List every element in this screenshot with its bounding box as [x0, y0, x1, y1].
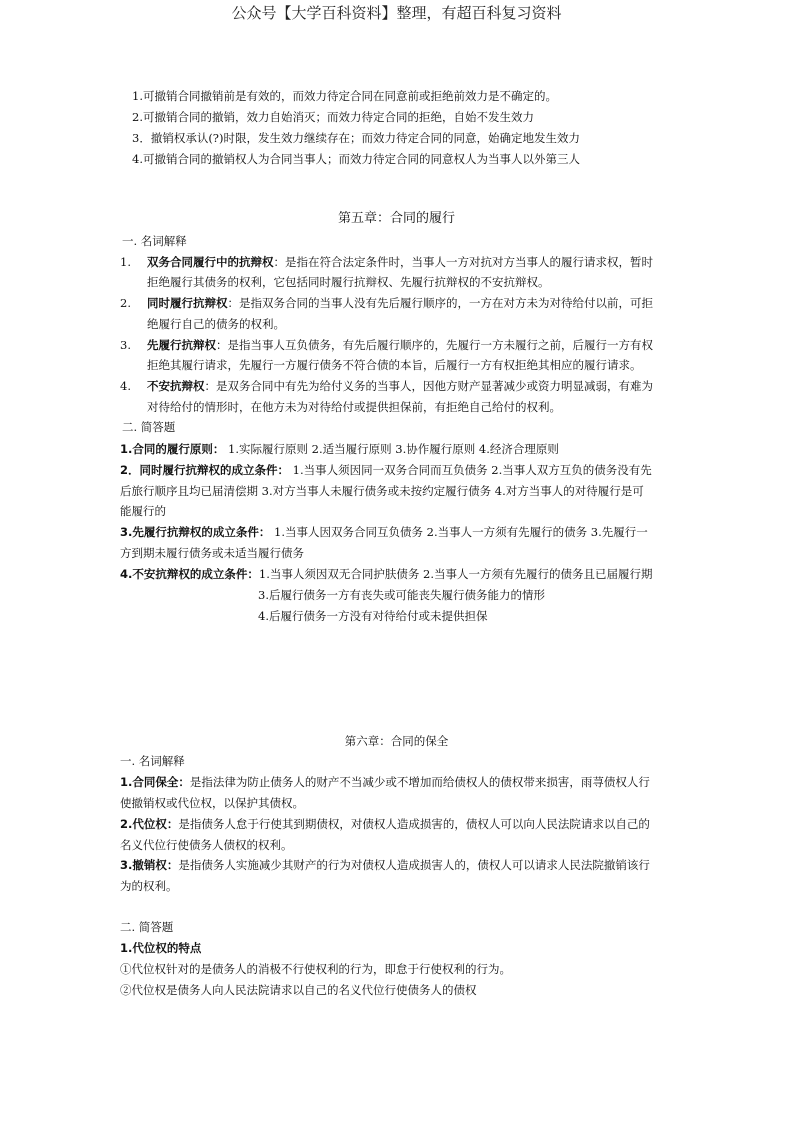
term-definition: 同时履行抗辩权：是指双务合同的当事人没有先后履行顺序的，一方在对方未为对待给付以前，可拒 — [147, 296, 653, 310]
term-name: 2.代位权： — [120, 817, 179, 831]
term-name: 不安抗辩权 — [147, 379, 205, 393]
term-definition: 不安抗辩权：是双务合同中有先为给付义务的当事人，因他方财产显著减少或资力明显减弱，有难为 — [147, 379, 653, 393]
answer-q4-cont: 4.后履行债务一方没有对待给付或未提供担保 — [258, 609, 488, 623]
section-heading: 二. 简答题 — [120, 920, 174, 934]
list-item: ①代位权针对的是债务人的消极不行使权利的行为，即怠于行使权利的行为。 — [120, 962, 511, 976]
term-definition-cont: 拒绝其履行请求，先履行一方履行债务不符合债的本旨，后履行一方有权拒绝其相应的履行请求。 — [147, 358, 642, 372]
answer-q1: 1.合同的履行原则： 1.实际履行原则 2.适当履行原则 3.协作履行原则 4.经济合理原则 — [120, 442, 559, 456]
list-item: ②代位权是债务人向人民法院请求以自己的名义代位行使债务人的债权 — [120, 983, 477, 997]
term-definition-cont: 名义代位行使债务人债权的权利。 — [120, 838, 293, 852]
term-name: 先履行抗辩权 — [147, 338, 216, 352]
answer-q2-cont: 后旅行顺序且均已届清偿期 3.对方当事人未履行债务或未按约定履行债务 4.对方当事人的对待履行是可 — [120, 484, 644, 498]
term-definition-cont: 拒绝履行其债务的权利，它包括同时履行抗辩权、先履行抗辩权的不安抗辩权。 — [147, 275, 550, 289]
page-header: 公众号【大学百科资料】整理，有超百科复习资料 — [231, 4, 562, 22]
list-item: 3．撤销权承认(?)时限，发生效力继续存在；而效力待定合同的同意，始确定地发生效力 — [132, 131, 580, 145]
term-definition: 1.合同保全：是指法律为防止债务人的财产不当减少或不增加而给债权人的债权带来损害，雨荨债权人行 — [120, 775, 650, 789]
term-name: 同时履行抗辩权 — [147, 296, 228, 310]
answer-q4: 4.不安抗辩权的成立条件：1.当事人须因双无合同护肤债务 2.当事人一方须有先履行的债务且已届履行期 — [120, 567, 653, 581]
answer-q3-cont: 方到期未履行债务或未适当履行债务 — [120, 546, 304, 560]
term-definition: 双务合同履行中的抗辩权：是指在符合法定条件时，当事人一方对抗对方当事人的履行请求权，暂时 — [147, 255, 653, 269]
answer-q4-cont: 3.后履行债务一方有丧失或可能丧失履行债务能力的情形 — [258, 588, 545, 602]
term-definition: 2.代位权：是指债务人怠于行使其到期债权，对债权人造成损害的，债权人可以向人民法院请求以自己的 — [120, 817, 650, 831]
answer-q2: 2．同时履行抗辩权的成立条件： 1.当事人须因同一双务合同而互负债务 2.当事人双方互负的债务没有先 — [120, 463, 652, 477]
term-definition-cont: 对待给付的情形时，在他方未为对待给付或提供担保前，有拒绝自己给付的权利。 — [147, 400, 561, 414]
term-name: 1.合同保全： — [120, 775, 190, 789]
section-heading: 一. 名词解释 — [122, 234, 187, 248]
list-item: 2.可撤销合同的撤销，效力自始消灭；而效力待定合同的拒绝，自始不发生效力 — [132, 110, 534, 124]
answer-q2-cont: 能履行的 — [120, 504, 166, 518]
chapter-6-title: 第六章：合同的保全 — [344, 734, 449, 748]
question-title: 1.代位权的特点 — [120, 941, 202, 955]
list-item: 1.可撤销合同撤销前是有效的，而效力待定合同在同意前或拒绝前效力是不确定的。 — [132, 89, 557, 103]
term-number: 1. — [120, 255, 131, 269]
term-number: 2. — [120, 296, 131, 310]
term-definition-cont: 使撤销权或代位权，以保护其债权。 — [120, 796, 304, 810]
term-number: 4. — [120, 379, 131, 393]
answer-q3: 3.先履行抗辩权的成立条件： 1.当事人因双务合同互负债务 2.当事人一方须有先履行的债务 3.先履行一 — [120, 525, 648, 539]
section-heading: 一. 名词解释 — [120, 754, 185, 768]
section-heading: 二. 简答题 — [122, 420, 176, 434]
chapter-5-title: 第五章：合同的履行 — [337, 211, 455, 226]
term-definition: 先履行抗辩权：是指当事人互负债务，有先后履行顺序的，先履行一方未履行之前，后履行一方有权 — [147, 338, 653, 352]
term-definition-cont: 为的权利。 — [120, 879, 178, 893]
term-definition-cont: 绝履行自己的债务的权利。 — [147, 317, 285, 331]
term-definition: 3.撤销权：是指债务人实施减少其财产的行为对债权人造成损害人的，债权人可以请求人民法院撤销该行 — [120, 858, 650, 872]
term-name: 双务合同履行中的抗辩权 — [147, 255, 274, 269]
term-number: 3. — [120, 338, 131, 352]
list-item: 4.可撤销合同的撤销权人为合同当事人；而效力待定合同的同意权人为当事人以外第三人 — [132, 152, 580, 166]
term-name: 3.撤销权： — [120, 858, 179, 872]
